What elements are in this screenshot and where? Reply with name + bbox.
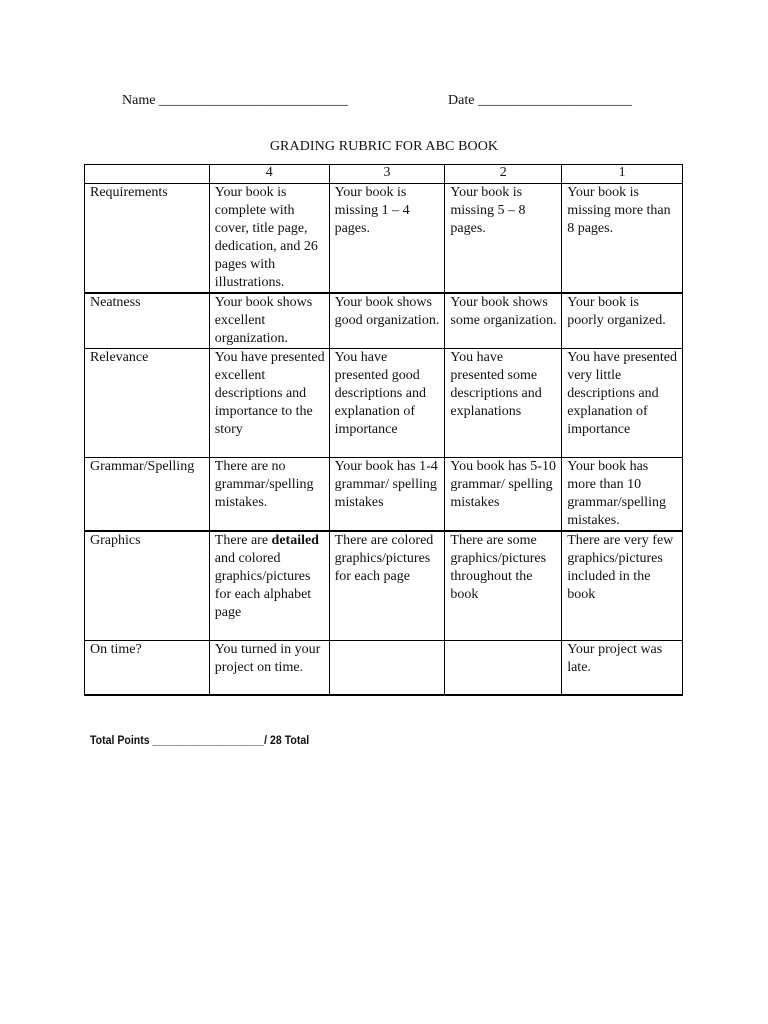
table-cell <box>209 531 329 640</box>
score-header-1: 1 <box>562 165 683 184</box>
table-cell: You have presented very little descriptions and explanation of importance <box>562 349 683 458</box>
table-cell: Your project was late. <box>562 640 683 695</box>
table-cell <box>329 640 445 695</box>
date-field-label: Date ______________________ <box>448 93 632 108</box>
category-grammar-spelling: Grammar/Spelling <box>85 458 210 532</box>
table-cell: You turned in your project on time. <box>209 640 329 695</box>
table-cell: Your book is poorly organized. <box>562 293 683 349</box>
category-relevance: Relevance <box>85 349 210 458</box>
table-cell: You have presented some descriptions and explanations <box>445 349 562 458</box>
table-row-on-time <box>85 640 683 695</box>
table-cell: There are no grammar/spelling mistakes. <box>209 458 329 532</box>
score-header-3: 3 <box>329 165 445 184</box>
score-header-row <box>85 165 683 184</box>
rubric-table <box>84 164 683 696</box>
table-cell: There are some graphics/pictures throughout the book <box>445 531 562 640</box>
text-run: and colored graphics/pictures for each alphabet page <box>214 551 312 620</box>
table-cell: Your book is missing 5 – 8 pages. <box>445 184 562 294</box>
table-cell: You have presented excellent descriptions and importance to the story <box>209 349 329 458</box>
category-requirements: Requirements <box>85 184 210 294</box>
score-header-4: 4 <box>209 165 329 184</box>
score-header-2: 2 <box>445 165 562 184</box>
table-row-relevance <box>85 349 683 458</box>
name-field-label: Name ___________________________ <box>122 93 348 108</box>
category-on-time: On time? <box>85 640 210 695</box>
table-cell: You have presented good descriptions and explanation of importance <box>329 349 445 458</box>
table-row-neatness <box>85 293 683 349</box>
table-row-graphics <box>85 531 683 640</box>
table-cell: You book has 5-10 grammar/ spelling mistakes <box>445 458 562 532</box>
header-corner-cell <box>85 165 210 184</box>
table-cell: Your book has more than 10 grammar/spelling mistakes. <box>562 458 683 532</box>
category-graphics: Graphics <box>85 531 210 640</box>
table-row-requirements <box>85 184 683 294</box>
table-cell: Your book is complete with cover, title page, dedication, and 26 pages with illustrations. <box>209 184 329 294</box>
table-cell: Your book shows some organization. <box>445 293 562 349</box>
total-points-line: Total Points ___________________/ 28 Total <box>90 733 310 747</box>
table-cell: There are colored graphics/pictures for each page <box>329 531 445 640</box>
table-cell: There are very few graphics/pictures included in the book <box>562 531 683 640</box>
rubric-title: GRADING RUBRIC FOR ABC BOOK <box>269 139 499 154</box>
table-cell <box>445 640 562 695</box>
emphasis-text: detailed <box>271 533 319 548</box>
text-run: There are <box>214 533 272 548</box>
table-cell: Your book is missing more than 8 pages. <box>562 184 683 294</box>
table-cell: Your book is missing 1 – 4 pages. <box>329 184 445 294</box>
table-cell: Your book shows good organization. <box>329 293 445 349</box>
table-cell: Your book has 1-4 grammar/ spelling mistakes <box>329 458 445 532</box>
category-neatness: Neatness <box>85 293 210 349</box>
table-row-grammar-spelling <box>85 458 683 532</box>
table-cell: Your book shows excellent organization. <box>209 293 329 349</box>
